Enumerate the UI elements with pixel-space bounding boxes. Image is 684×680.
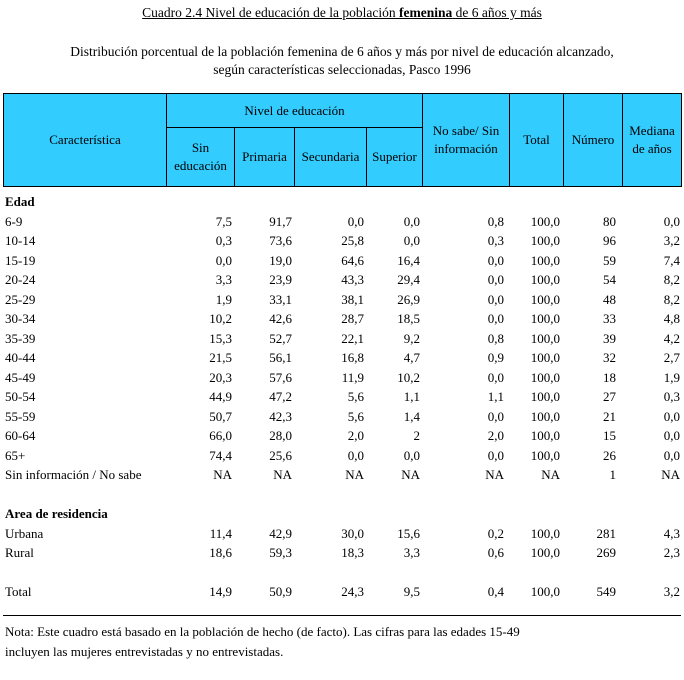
table-row xyxy=(0,251,684,270)
cell-value: NA xyxy=(273,467,292,482)
header-mediana-text: Mediana de años xyxy=(629,123,675,156)
table-row xyxy=(0,290,684,309)
cell-value: 42,6 xyxy=(269,311,292,326)
cell-value: 2,7 xyxy=(663,350,680,365)
header-mediana xyxy=(623,94,681,186)
row-label: 25-29 xyxy=(5,291,36,307)
table-row xyxy=(0,212,684,231)
cell-value: 0,0 xyxy=(487,408,504,424)
cell-value: 100,0 xyxy=(530,428,560,443)
cell-value: 549 xyxy=(596,584,616,599)
cell-value: 52,7 xyxy=(269,330,292,346)
cell-value: 0,3 xyxy=(663,389,680,404)
row-label: 40-44 xyxy=(5,350,36,365)
cell-value: 19,0 xyxy=(269,252,292,268)
cell-value: 0,8 xyxy=(487,213,504,229)
cell-value: 0,3 xyxy=(487,233,504,248)
cell-value: 18,5 xyxy=(397,311,420,326)
cell-value: 100,0 xyxy=(530,350,560,365)
cell-value: 7,4 xyxy=(663,252,680,268)
row-label: 15-19 xyxy=(5,252,36,268)
cell-value: 33,1 xyxy=(269,291,292,307)
cell-value: 0,0 xyxy=(347,447,364,463)
row-label: Edad xyxy=(5,194,35,209)
cell-value: 80 xyxy=(603,213,616,229)
row-label: 50-54 xyxy=(5,389,36,404)
title-bold-word: femenina xyxy=(398,5,453,20)
cell-value: 4,3 xyxy=(663,525,680,541)
note-line-2: incluyen las mujeres entrevistadas y no entrevistadas. xyxy=(5,644,284,659)
table-subtitle xyxy=(0,43,684,79)
cell-value: 1,9 xyxy=(215,291,232,307)
row-label: 65+ xyxy=(5,447,26,463)
cell-value: NA xyxy=(345,467,364,482)
table-row xyxy=(0,231,684,250)
cell-value: 100,0 xyxy=(530,584,560,599)
table-row xyxy=(0,446,684,465)
cell-value: 15,6 xyxy=(397,525,420,541)
cell-value: 3,3 xyxy=(403,545,420,560)
table-title xyxy=(0,5,684,21)
cell-value: 20,3 xyxy=(209,369,232,385)
row-label: Rural xyxy=(5,545,34,560)
cell-value: NA xyxy=(485,467,504,482)
cell-value: 100,0 xyxy=(530,291,560,307)
header-secundaria: Secundaria xyxy=(301,149,360,164)
table-row xyxy=(0,387,684,406)
row-label: 35-39 xyxy=(5,330,36,346)
cell-value: 0,0 xyxy=(663,428,680,443)
cell-value: 27 xyxy=(603,389,616,404)
cell-value: 73,6 xyxy=(269,233,292,248)
cell-value: 1,1 xyxy=(487,389,504,404)
cell-value: 15,3 xyxy=(209,330,232,346)
cell-value: 15 xyxy=(603,428,616,443)
cell-value: 91,7 xyxy=(269,213,292,229)
cell-value: 4,7 xyxy=(403,350,420,365)
cell-value: 32 xyxy=(603,350,616,365)
cell-value: 1,4 xyxy=(403,408,420,424)
cell-value: 0,8 xyxy=(487,330,504,346)
cell-value: 21,5 xyxy=(209,350,232,365)
table-row xyxy=(0,368,684,387)
header-numero: Número xyxy=(571,132,615,147)
cell-value: 0,0 xyxy=(663,213,680,229)
cell-value: 44,9 xyxy=(209,389,232,404)
cell-value: 25,8 xyxy=(341,233,364,248)
cell-value: NA xyxy=(401,467,420,482)
header-total: Total xyxy=(523,132,550,147)
cell-value: 0,0 xyxy=(487,272,504,287)
subtitle-line-2: según características seleccionadas, Pasco 1996 xyxy=(213,62,471,77)
cell-value: 5,6 xyxy=(347,408,364,424)
section-heading xyxy=(0,192,684,211)
cell-value: 25,6 xyxy=(269,447,292,463)
cell-value: 26,9 xyxy=(397,291,420,307)
cell-value: 2,0 xyxy=(347,428,364,443)
cell-value: NA xyxy=(661,467,680,482)
header-primaria: Primaria xyxy=(242,149,287,164)
header-no-sabe-text: No sabe/ Sin información xyxy=(432,123,500,156)
cell-value: 50,9 xyxy=(269,584,292,599)
row-label: Total xyxy=(5,584,32,599)
cell-value: 0,0 xyxy=(215,252,232,268)
cell-value: 0,0 xyxy=(487,311,504,326)
cell-value: 10,2 xyxy=(397,369,420,385)
cell-value: 0,9 xyxy=(487,350,504,365)
cell-value: 43,3 xyxy=(341,272,364,287)
cell-value: 96 xyxy=(603,233,616,248)
table-bottom-rule xyxy=(3,615,681,616)
cell-value: 7,5 xyxy=(215,213,232,229)
cell-value: 38,1 xyxy=(341,291,364,307)
cell-value: 1,1 xyxy=(403,389,420,404)
cell-value: 1,9 xyxy=(663,369,680,385)
row-label: 6-9 xyxy=(5,213,23,229)
cell-value: 64,6 xyxy=(341,252,364,268)
row-label: 60-64 xyxy=(5,428,36,443)
table-row xyxy=(0,348,684,367)
row-label: Sin información / No sabe xyxy=(5,467,142,482)
cell-value: 4,8 xyxy=(663,311,680,326)
table-note xyxy=(5,622,675,662)
title-prefix: Cuadro 2.4 Nivel de educación de la población xyxy=(142,5,396,20)
subtitle-line-1: Distribución porcentual de la población femenina de 6 años y más por nivel de educación alcanzado, xyxy=(70,44,614,59)
header-sin-educacion xyxy=(167,128,234,186)
cell-value: 8,2 xyxy=(663,291,680,307)
cell-value: 2,0 xyxy=(487,428,504,443)
cell-value: 18,3 xyxy=(341,545,364,560)
cell-value: 0,0 xyxy=(487,291,504,307)
cell-value: 0,0 xyxy=(403,233,420,248)
cell-value: 8,2 xyxy=(663,272,680,287)
cell-value: 100,0 xyxy=(530,213,560,229)
cell-value: 100,0 xyxy=(530,408,560,424)
cell-value: 0,0 xyxy=(487,447,504,463)
cell-value: 11,9 xyxy=(341,369,364,385)
header-superior: Superior xyxy=(372,149,417,164)
cell-value: 48 xyxy=(603,291,616,307)
row-label: 30-34 xyxy=(5,311,36,326)
cell-value: 0,0 xyxy=(347,213,364,229)
section-heading xyxy=(0,504,684,523)
row-label: 10-14 xyxy=(5,233,36,248)
cell-value: 2 xyxy=(413,428,420,443)
cell-value: 16,8 xyxy=(341,350,364,365)
cell-value: 11,4 xyxy=(209,525,232,541)
cell-value: 54 xyxy=(603,272,616,287)
cell-value: 0,0 xyxy=(663,408,680,424)
cell-value: 30,0 xyxy=(341,525,364,541)
header-no-sabe xyxy=(423,94,509,186)
table-row xyxy=(0,524,684,543)
cell-value: 0,0 xyxy=(403,447,420,463)
row-label: 45-49 xyxy=(5,369,36,385)
note-line-1: Nota: Este cuadro está basado en la población de hecho (de facto). Las cifras para las edades 15-49 xyxy=(5,624,520,639)
cell-value: 0,0 xyxy=(487,369,504,385)
cell-value: 0,6 xyxy=(487,545,504,560)
cell-value: 10,2 xyxy=(209,311,232,326)
cell-value: 100,0 xyxy=(530,389,560,404)
cell-value: 0,4 xyxy=(487,584,504,599)
cell-value: 9,5 xyxy=(403,584,420,599)
cell-value: 28,0 xyxy=(269,428,292,443)
table-row xyxy=(0,543,684,562)
cell-value: 33 xyxy=(603,311,616,326)
table-row xyxy=(0,426,684,445)
cell-value: 100,0 xyxy=(530,311,560,326)
cell-value: 9,2 xyxy=(403,330,420,346)
cell-value: 0,2 xyxy=(487,525,504,541)
cell-value: 57,6 xyxy=(269,369,292,385)
cell-value: 29,4 xyxy=(397,272,420,287)
cell-value: 100,0 xyxy=(530,447,560,463)
cell-value: 47,2 xyxy=(269,389,292,404)
cell-value: 100,0 xyxy=(530,369,560,385)
cell-value: 4,2 xyxy=(663,330,680,346)
cell-value: 42,3 xyxy=(269,408,292,424)
table-row xyxy=(0,329,684,348)
cell-value: 28,7 xyxy=(341,311,364,326)
cell-value: 2,3 xyxy=(663,545,680,560)
cell-value: 18 xyxy=(603,369,616,385)
cell-value: 0,3 xyxy=(215,233,232,248)
cell-value: 281 xyxy=(596,525,616,541)
cell-value: 5,6 xyxy=(347,389,364,404)
cell-value: 3,3 xyxy=(215,272,232,287)
row-label: Area de residencia xyxy=(5,506,108,521)
row-label: Urbana xyxy=(5,525,44,541)
cell-value: 16,4 xyxy=(397,252,420,268)
cell-value: 24,3 xyxy=(341,584,364,599)
cell-value: 21 xyxy=(603,408,616,424)
cell-value: 100,0 xyxy=(530,525,560,541)
cell-value: NA xyxy=(541,467,560,482)
table-row xyxy=(0,465,684,484)
cell-value: 18,6 xyxy=(209,545,232,560)
cell-value: 0,0 xyxy=(487,252,504,268)
title-suffix: de 6 años y más xyxy=(455,5,542,20)
table-row xyxy=(0,407,684,426)
total-row xyxy=(0,582,684,601)
row-label: 20-24 xyxy=(5,272,36,287)
cell-value: 23,9 xyxy=(269,272,292,287)
header-sin-educacion-text: Sin educación xyxy=(174,140,227,173)
header-caracteristica: Característica xyxy=(49,132,121,147)
header-bottom-border xyxy=(3,186,682,187)
cell-value: 66,0 xyxy=(209,428,232,443)
cell-value: 100,0 xyxy=(530,233,560,248)
header-nivel-educacion: Nivel de educación xyxy=(244,102,345,118)
cell-value: 100,0 xyxy=(530,545,560,560)
row-label: 55-59 xyxy=(5,408,36,424)
cell-value: NA xyxy=(213,467,232,482)
cell-value: 100,0 xyxy=(530,272,560,287)
cell-value: 1 xyxy=(609,467,616,482)
table-row xyxy=(0,309,684,328)
cell-value: 74,4 xyxy=(209,447,232,463)
cell-value: 3,2 xyxy=(663,584,680,599)
cell-value: 50,7 xyxy=(209,408,232,424)
cell-value: 22,1 xyxy=(341,330,364,346)
cell-value: 56,1 xyxy=(269,350,292,365)
table-row xyxy=(0,270,684,289)
cell-value: 100,0 xyxy=(530,330,560,346)
cell-value: 100,0 xyxy=(530,252,560,268)
cell-value: 14,9 xyxy=(209,584,232,599)
cell-value: 42,9 xyxy=(269,525,292,541)
cell-value: 59 xyxy=(603,252,616,268)
header-border-right xyxy=(681,93,682,187)
cell-value: 39 xyxy=(603,330,616,346)
cell-value: 0,0 xyxy=(403,213,420,229)
cell-value: 26 xyxy=(603,447,616,463)
cell-value: 0,0 xyxy=(663,447,680,463)
cell-value: 269 xyxy=(596,545,616,560)
cell-value: 59,3 xyxy=(269,545,292,560)
cell-value: 3,2 xyxy=(663,233,680,248)
